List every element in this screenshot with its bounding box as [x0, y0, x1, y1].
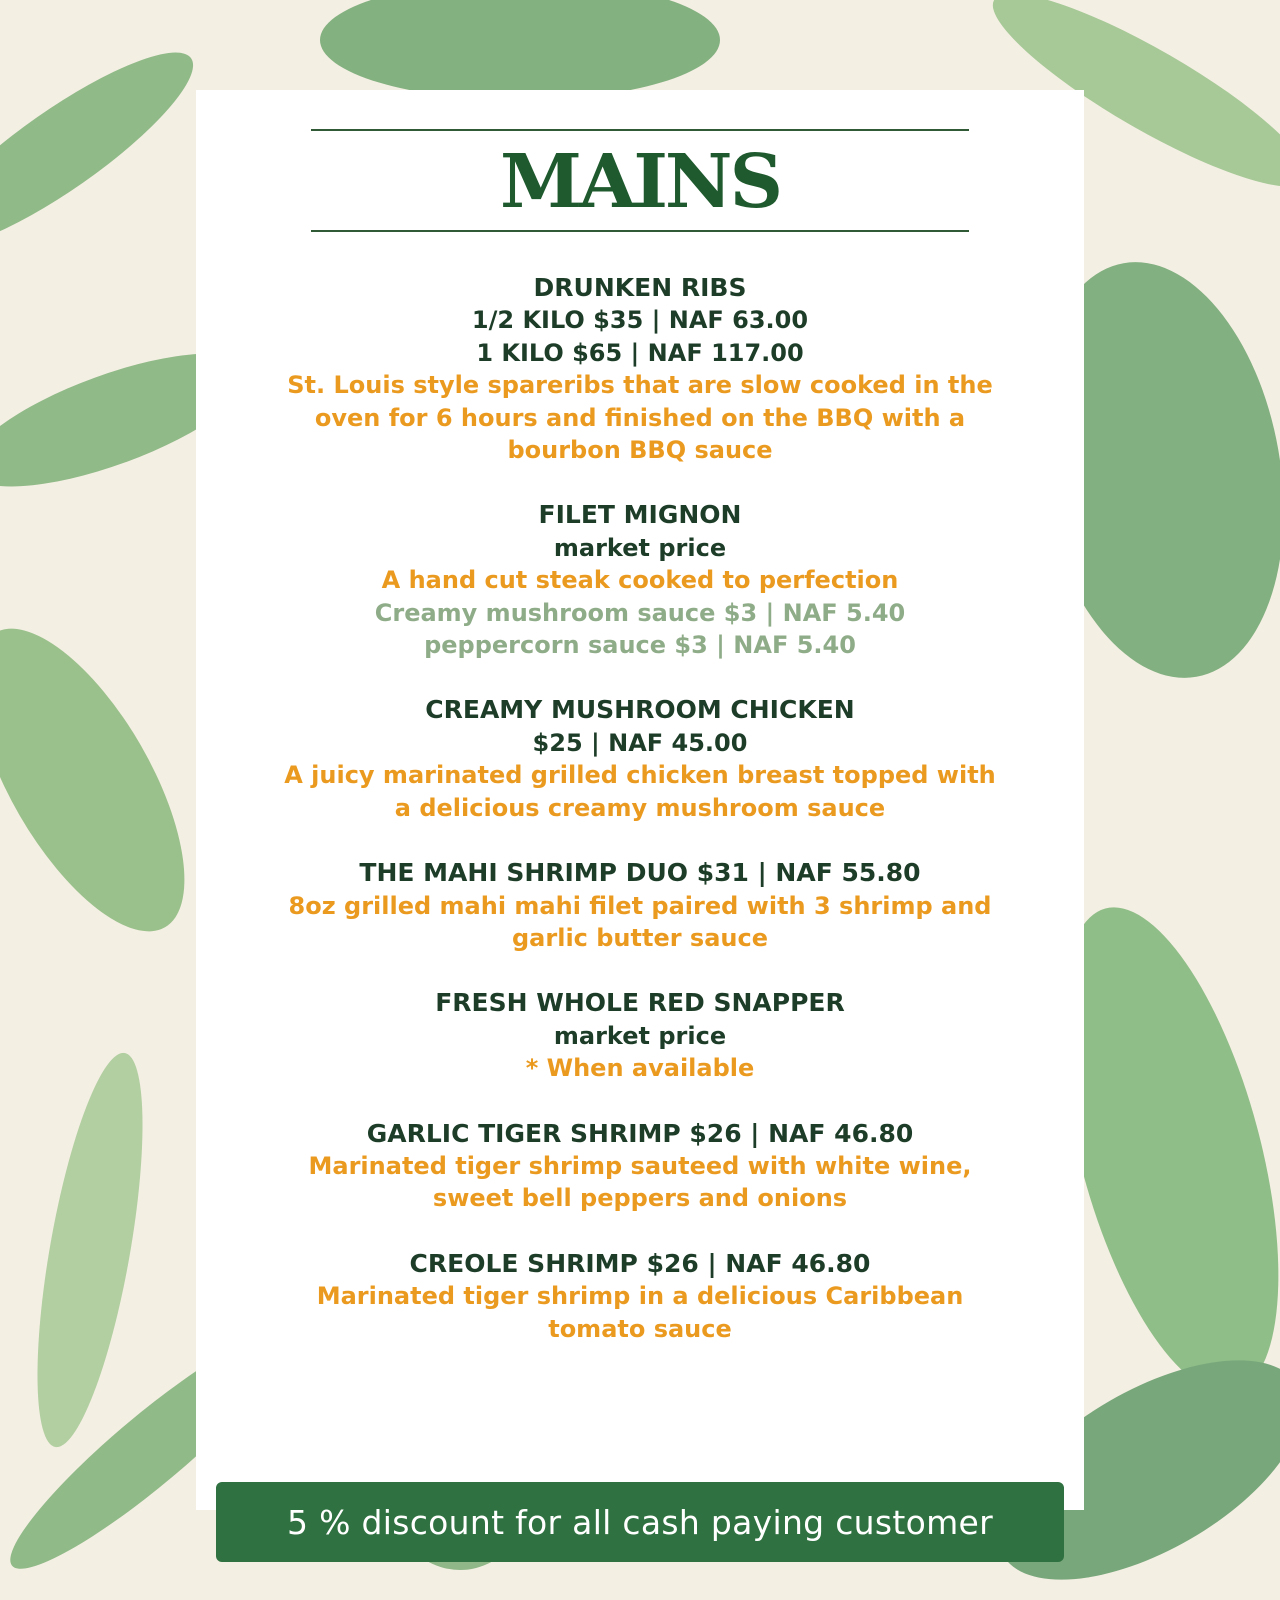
- discount-banner: [216, 1482, 1064, 1562]
- item-description: 8oz grilled mahi mahi filet paired with 3 shrimp and: [288, 891, 992, 920]
- item-description: sweet bell peppers and onions: [432, 1184, 848, 1213]
- item-price: 1/2 KILO $35 | NAF 63.00: [471, 306, 809, 335]
- top-divider: [311, 129, 969, 131]
- item-name: GARLIC TIGER SHRIMP $26 | NAF 46.80: [366, 1118, 914, 1148]
- item-description: oven for 6 hours and finished on the BBQ with a: [314, 403, 966, 432]
- item-price: 1 KILO $65 | NAF 117.00: [476, 338, 804, 367]
- bottom-divider: [311, 230, 969, 232]
- item-name: DRUNKEN RIBS: [533, 273, 747, 302]
- menu-item: [196, 857, 1084, 954]
- item-extra: peppercorn sauce $3 | NAF 5.40: [424, 631, 856, 660]
- item-price: market price: [553, 1021, 727, 1050]
- item-description: A juicy marinated grilled chicken breast topped with: [284, 761, 996, 790]
- item-name: CREOLE SHRIMP $26 | NAF 46.80: [409, 1248, 871, 1278]
- item-name: FILET MIGNON: [538, 500, 742, 530]
- item-description: * When available: [525, 1054, 755, 1083]
- menu-item: [196, 499, 1084, 661]
- menu-item: [196, 987, 1084, 1084]
- page-title: MAINS: [499, 139, 781, 225]
- item-name: FRESH WHOLE RED SNAPPER: [435, 988, 845, 1018]
- item-description: Marinated tiger shrimp sauteed with white wine,: [308, 1151, 972, 1180]
- item-description: St. Louis style spareribs that are slow cooked in the: [287, 371, 993, 400]
- menu-item: [196, 272, 1084, 466]
- item-description: Marinated tiger shrimp in a delicious Caribbean: [316, 1282, 964, 1311]
- item-description: garlic butter sauce: [512, 923, 768, 952]
- item-description: tomato sauce: [548, 1314, 732, 1343]
- item-price: $25 | NAF 45.00: [532, 728, 748, 757]
- item-name: CREAMY MUSHROOM CHICKEN: [425, 695, 855, 725]
- menu-items: [196, 272, 1084, 1378]
- item-name: THE MAHI SHRIMP DUO $31 | NAF 55.80: [359, 858, 921, 888]
- item-extra: Creamy mushroom sauce $3 | NAF 5.40: [374, 598, 906, 627]
- discount-text: 5 % discount for all cash paying customer: [286, 1502, 994, 1542]
- menu-item: [196, 694, 1084, 824]
- item-description: a delicious creamy mushroom sauce: [394, 793, 886, 822]
- item-description: bourbon BBQ sauce: [507, 436, 773, 465]
- item-price: market price: [553, 533, 727, 562]
- item-description: A hand cut steak cooked to perfection: [381, 566, 899, 595]
- menu-item: [196, 1248, 1084, 1345]
- menu-item: [196, 1118, 1084, 1215]
